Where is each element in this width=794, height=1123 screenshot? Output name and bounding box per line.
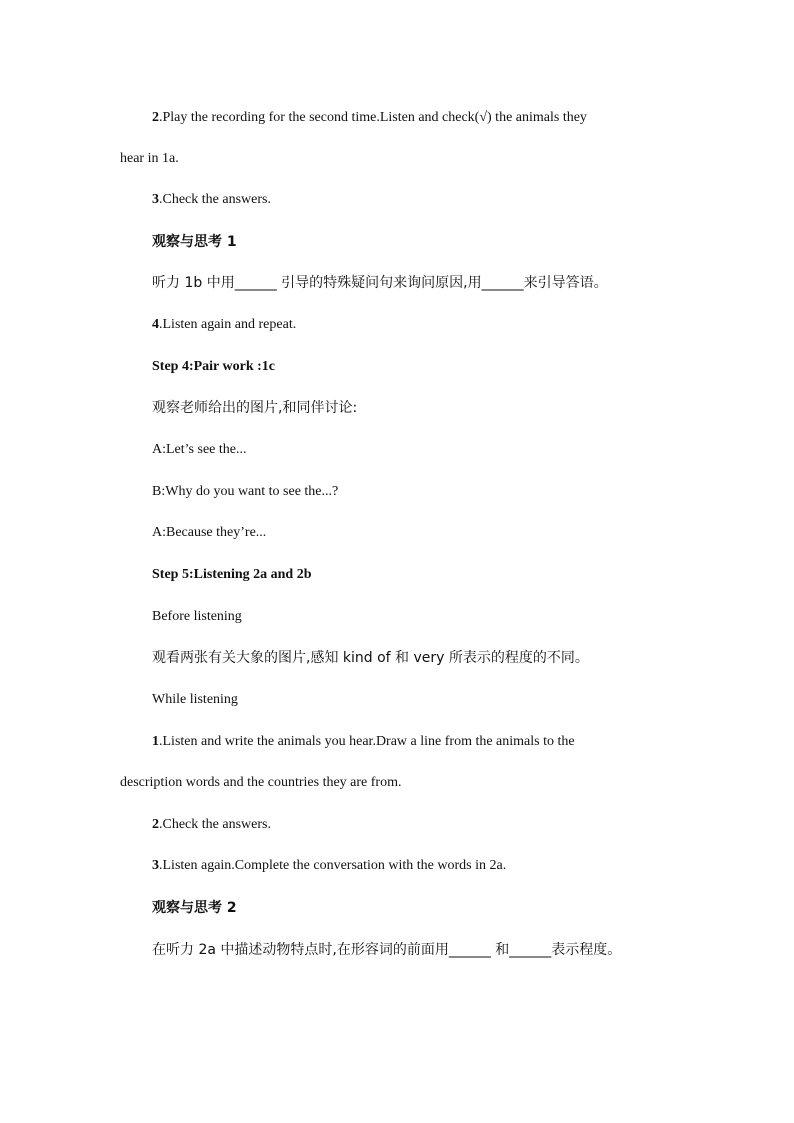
paragraph-step2-line2: hear in 1a.	[120, 151, 179, 166]
paragraph-text: .Play the recording for the second time.Listen and check(√) the animals they	[159, 110, 587, 125]
step-number: 1	[152, 734, 159, 749]
heading-observe-think-1: 观察与思考 1	[152, 234, 237, 250]
step-number: 3	[152, 858, 159, 873]
subheading-while-listening: While listening	[152, 692, 238, 707]
paragraph-text: .Listen again and repeat.	[159, 317, 297, 332]
heading-observe-think-2: 观察与思考 2	[152, 900, 237, 916]
paragraph-text: .Listen and write the animals you hear.Draw a line from the animals to the	[159, 734, 575, 749]
paragraph-check-answers	[152, 815, 271, 835]
paragraph-text: .Check the answers.	[159, 192, 271, 207]
step-number: 4	[152, 317, 159, 332]
paragraph-text: .Listen again.Complete the conversation with the words in 2a.	[159, 858, 507, 873]
heading-step5-listening: Step 5:Listening 2a and 2b	[152, 567, 312, 582]
dialogue-line-a1: A:Let’s see the...	[152, 442, 247, 457]
heading-step4-pair-work: Step 4:Pair work :1c	[152, 359, 275, 374]
paragraph-step4-listen	[152, 315, 296, 335]
paragraph-step2-line1	[152, 108, 672, 128]
paragraph-discuss: 观察老师给出的图片,和同伴讨论:	[152, 400, 358, 416]
step-number: 3	[152, 192, 159, 207]
dialogue-line-b: B:Why do you want to see the...?	[152, 484, 339, 499]
paragraph-question-1: 听力 1b 中用______ 引导的特殊疑问句来询问原因,用______来引导答语。	[152, 275, 608, 291]
paragraph-listen-write-line1	[152, 732, 672, 752]
paragraph-question-2: 在听力 2a 中描述动物特点时,在形容词的前面用______ 和______表示程度。	[152, 942, 622, 958]
step-number: 2	[152, 817, 159, 832]
paragraph-listen-write-line2: description words and the countries they are from.	[120, 775, 402, 790]
step-number: 2	[152, 110, 159, 125]
paragraph-elephant-pictures: 观看两张有关大象的图片,感知 kind of 和 very 所表示的程度的不同。	[152, 650, 589, 666]
dialogue-line-a2: A:Because they’re...	[152, 525, 267, 540]
subheading-before-listening: Before listening	[152, 609, 242, 624]
paragraph-text: .Check the answers.	[159, 817, 271, 832]
paragraph-complete-conversation	[152, 856, 506, 876]
paragraph-step3	[152, 190, 271, 210]
